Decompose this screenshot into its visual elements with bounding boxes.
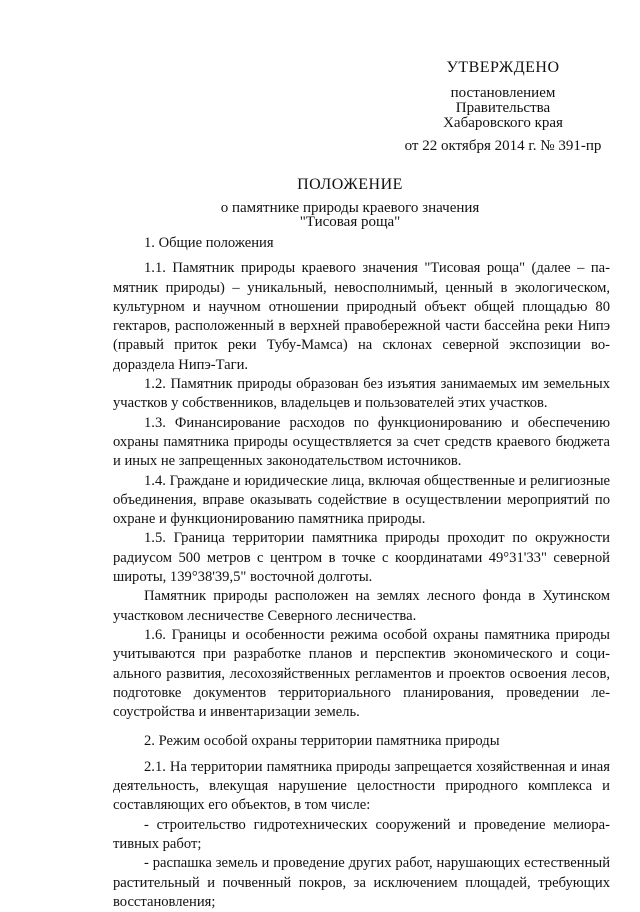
approval-line-1: постановлением — [450, 85, 556, 101]
approval-heading: УТВЕРЖДЕНО — [446, 59, 560, 76]
approval-line-2: Правительства — [455, 100, 551, 116]
approval-date: от 22 октября 2014 г. № 391-пр — [404, 138, 602, 154]
section-1-heading: 1. Общие положения — [144, 235, 274, 251]
paragraph-2-1: 2.1. На территории памятника природы запрещается хозяйственная и иная деятельность, влекущая нарушение целостности природного комплекса и составляющих его объектов, в том числе: — [113, 758, 610, 814]
paragraph-1-6: 1.6. Границы и особенности режима особой охраны памятника природы учитываются при разработке планов и перспектив экономического и социального развития, лесохозяйственных регламентов и проектов освоения лесов, подготовке документов территориального планирования, проведении лесоустройства и инвентаризации земель. — [113, 626, 610, 721]
list-item-plowing: - распашка земель и проведение других работ, нарушающих естественный растительный и почвенный покров, за исключением площадей, требующих восстановления; — [113, 855, 610, 910]
document-title — [120, 178, 580, 229]
paragraph-1-5: 1.5. Граница территории памятника природы проходит по окружности радиусом 500 метров с центром в точке с координатами 49°31'33" северной широты, 139°38'39,5" восточной долготы. — [113, 530, 610, 586]
paragraph-location: Памятник природы расположен на землях лесного фонда в Хутинском участковом лесничестве Северного лесничества. — [113, 588, 610, 624]
paragraph-1-2: 1.2. Памятник природы образован без изъятия занимаемых им земельных участков у собственников, владельцев и пользователей этих участков. — [113, 376, 610, 412]
paragraph-1-3: 1.3. Финансирование расходов по функционированию и обеспечению охраны памятника природы осуществляется за счет средств краевого бюджета и иных не запрещенных законодательством источников. — [113, 414, 610, 470]
document-title-main: ПОЛОЖЕНИЕ — [297, 176, 403, 193]
list-item-construction: - строительство гидротехнических сооружений и проведение мелиоративных работ; — [113, 816, 610, 852]
section-2-heading: 2. Режим особой охраны территории памятника природы — [144, 733, 500, 750]
approval-stamp — [398, 60, 608, 154]
approval-line-3: Хабаровского края — [443, 115, 563, 131]
paragraph-1-4: 1.4. Граждане и юридические лица, включая общественные и религиозные объединения, вправе оказывать содействие в осуществлении мероприятий по охране и функционированию памятника природы. — [113, 472, 610, 528]
paragraph-1-1: 1.1. Памятник природы краевого значения "Тисовая роща" (далее – памятник природы) – уникальный, невосполнимый, ценный в экологическом, культурном и научном отношении природный объект общей площадью 80 гектаров, расположенный в верхней правобережной части бассейна реки Нипэ (правый приток реки Тубу-Мамса) на склонах северной экспозиции водораздела Нипэ-Таги. — [113, 260, 610, 373]
document-title-line-1: о памятнике природы краевого значения — [220, 200, 480, 216]
document-title-line-2: "Тисовая роща" — [299, 214, 401, 230]
document-body — [113, 234, 610, 912]
